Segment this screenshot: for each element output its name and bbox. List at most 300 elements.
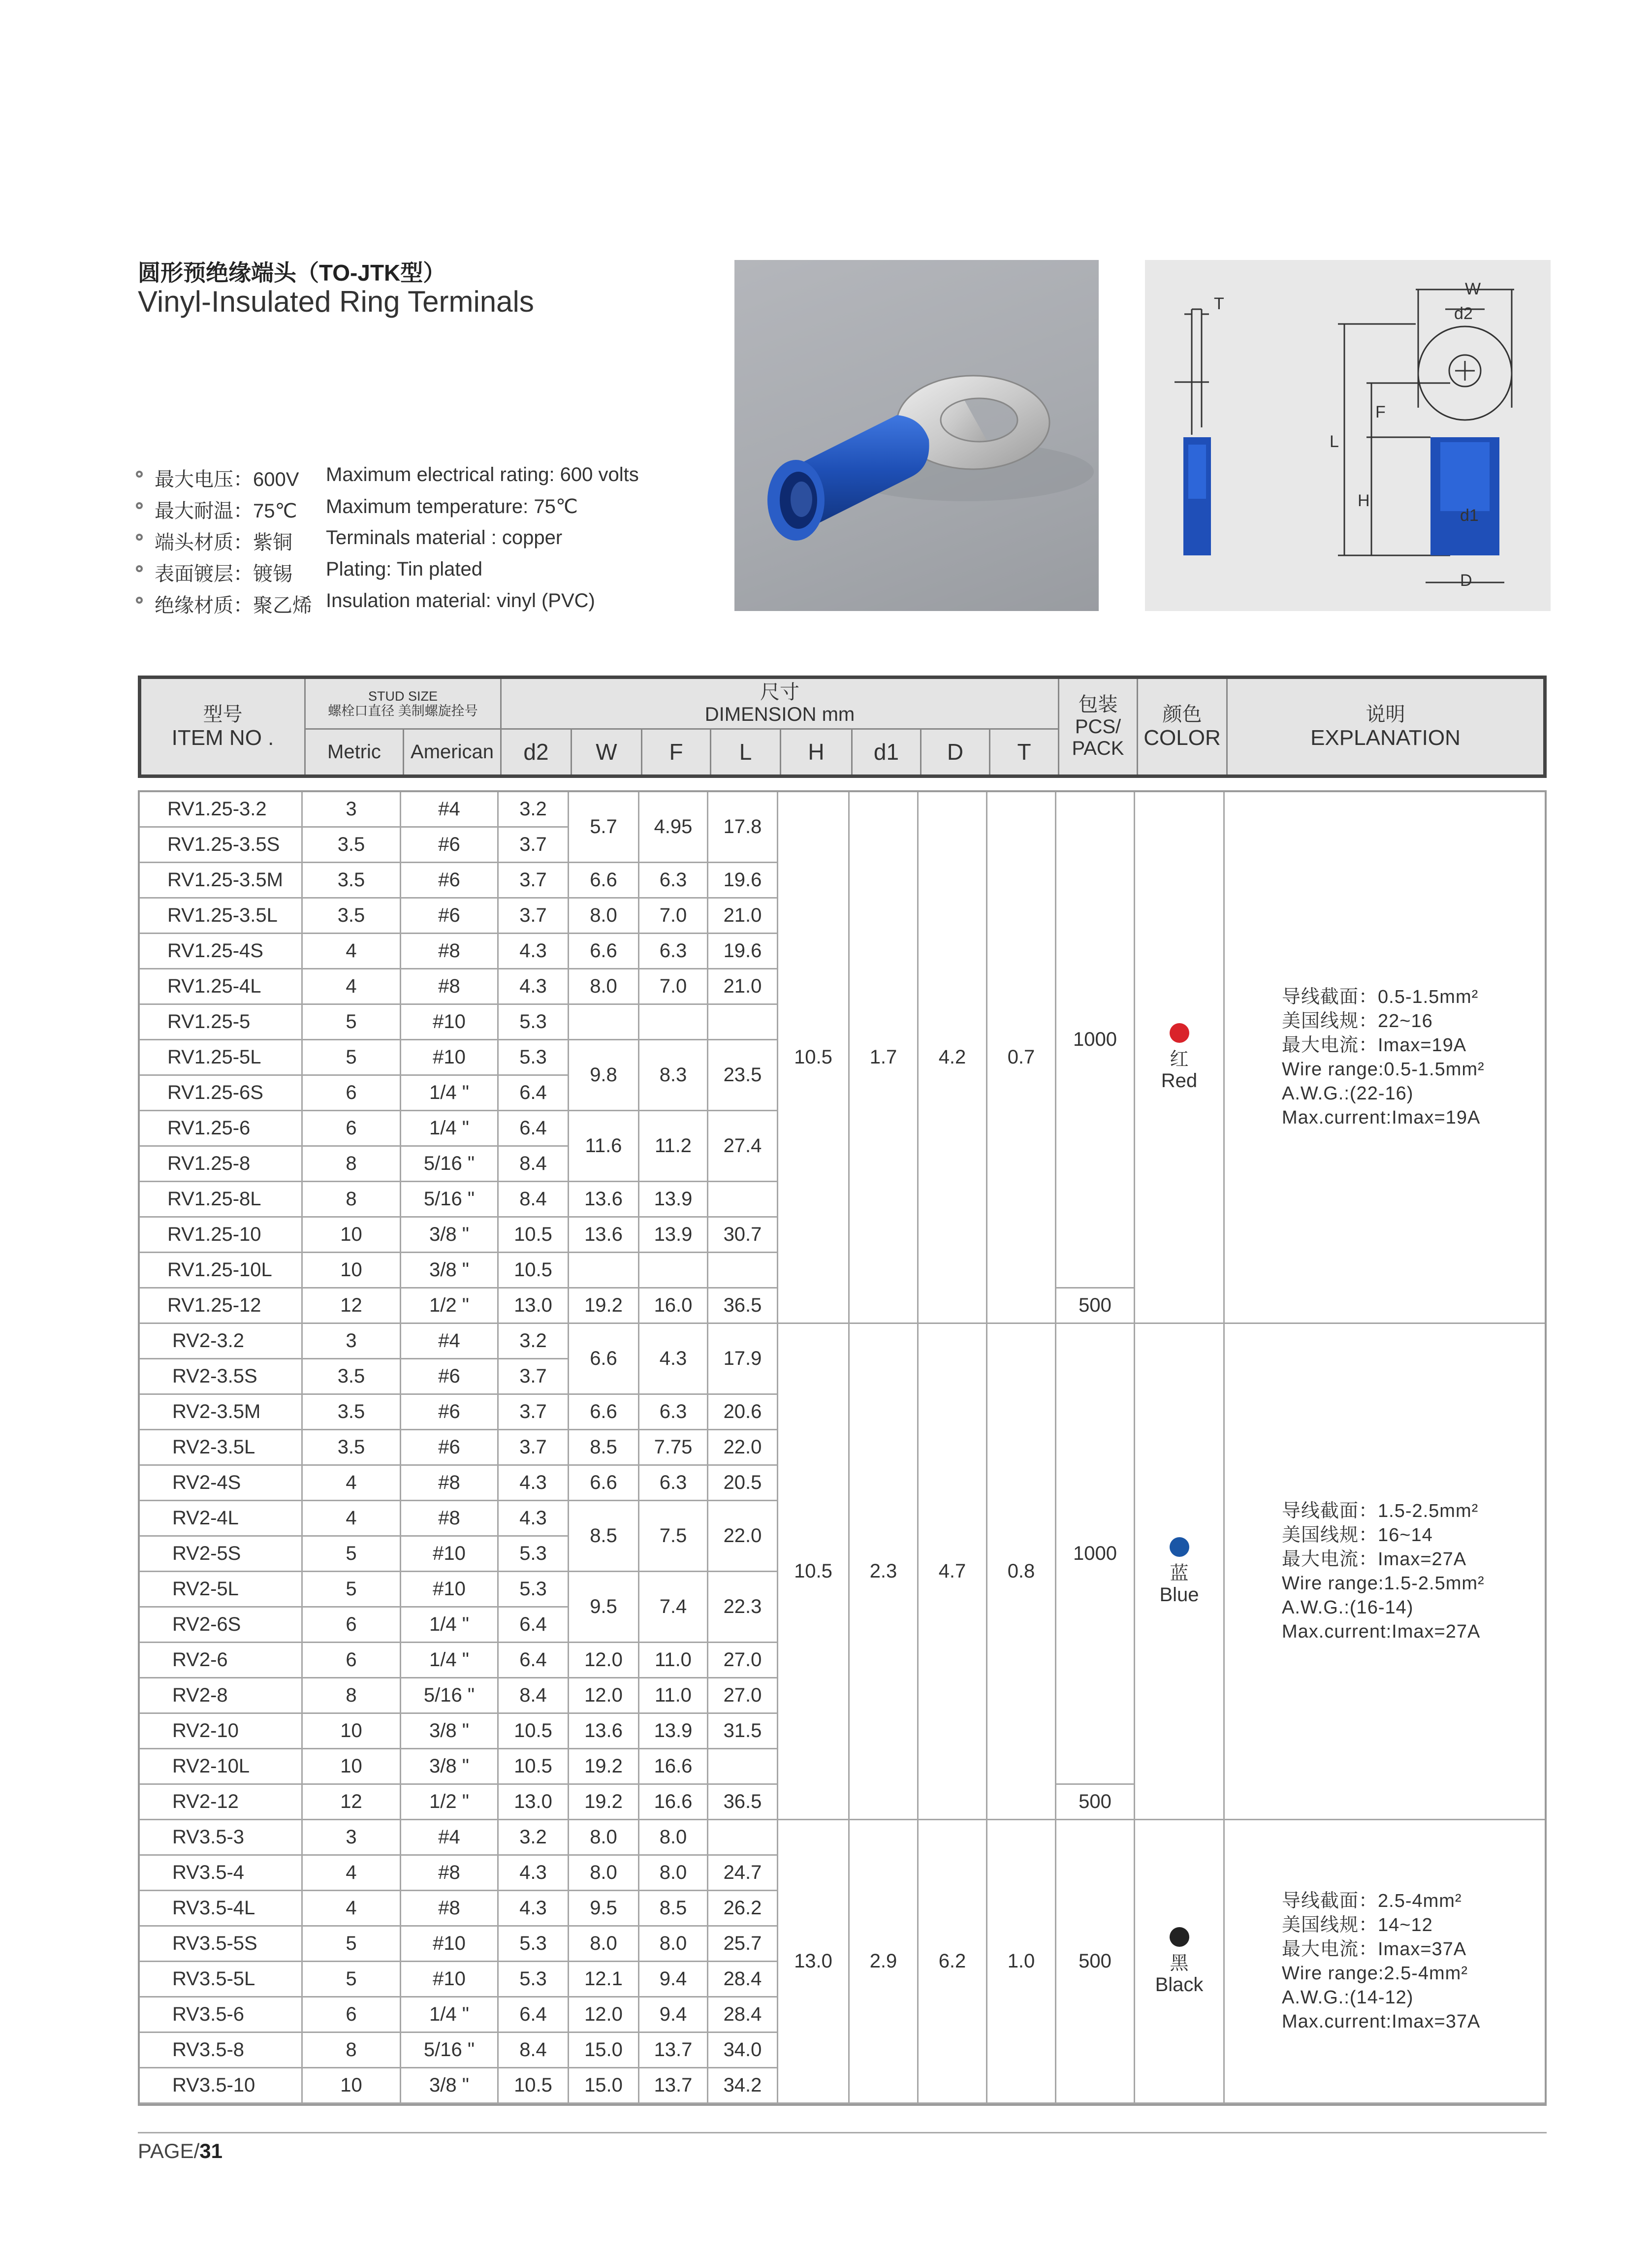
cell-american: #8 xyxy=(401,934,499,969)
cell-d2: 10.5 xyxy=(499,1714,569,1749)
dim-label-d1: d1 xyxy=(1460,506,1479,525)
cell-metric: 8 xyxy=(303,1678,401,1714)
cell-metric: 3.5 xyxy=(303,863,401,899)
cell-l: 36.5 xyxy=(708,1289,778,1324)
header-dim-cn: 尺寸 xyxy=(760,681,799,704)
cell-l: 20.5 xyxy=(708,1466,778,1501)
explanation-line: 导线截面：0.5-1.5mm² xyxy=(1282,986,1479,1007)
header-stud-size xyxy=(304,679,500,730)
cell-metric: 3.5 xyxy=(303,1359,401,1395)
cell-f xyxy=(639,1253,708,1289)
cell-f: 4.95 xyxy=(639,792,708,863)
cell-w: 6.6 xyxy=(569,1324,639,1395)
cell-d2: 10.5 xyxy=(499,1749,569,1785)
cell-w: 19.2 xyxy=(569,1749,639,1785)
cell-explanation xyxy=(1225,1324,1545,1820)
dim-label-T: T xyxy=(1214,294,1224,313)
explanation-line: A.W.G.:(22-16) xyxy=(1282,1083,1414,1104)
cell-f xyxy=(639,1005,708,1040)
header-d-label: D xyxy=(947,739,964,765)
cell-d2: 13.0 xyxy=(499,1289,569,1324)
explanation-line: 美国线规：16~14 xyxy=(1282,1524,1433,1546)
header-color-cn: 颜色 xyxy=(1162,703,1202,725)
spec-en: Insulation material: vinyl (PVC) xyxy=(326,590,595,612)
spec-cn: 最大电压：600V xyxy=(155,469,299,490)
header-pack-en1: PCS/ xyxy=(1075,715,1121,738)
cell-l: 27.0 xyxy=(708,1643,778,1678)
header-d2-label: d2 xyxy=(523,739,549,765)
cell-d1: 1.7 xyxy=(850,792,919,1324)
spec-en: Plating: Tin plated xyxy=(326,558,482,580)
title-chinese: 圆形预绝缘端头（TO-JTK型） xyxy=(138,260,446,286)
cell-l: 26.2 xyxy=(708,1891,778,1927)
cell-w: 13.6 xyxy=(569,1714,639,1749)
header-d xyxy=(920,730,989,774)
cell-metric: 4 xyxy=(303,969,401,1005)
cell-w: 15.0 xyxy=(569,2068,639,2104)
cell-d2: 3.7 xyxy=(499,899,569,934)
cell-t: 0.8 xyxy=(987,1324,1056,1820)
cell-d2: 3.2 xyxy=(499,792,569,828)
cell-metric: 5 xyxy=(303,1040,401,1076)
cell-d2: 6.4 xyxy=(499,1111,569,1147)
explanation-line: A.W.G.:(14-12) xyxy=(1282,1987,1414,2008)
cell-item-no: RV2-10 xyxy=(140,1714,303,1749)
bullet-icon xyxy=(136,597,143,604)
page-num: 31 xyxy=(199,2139,222,2162)
cell-d2: 3.2 xyxy=(499,1820,569,1856)
header-color-en: COLOR xyxy=(1144,725,1221,750)
cell-metric: 10 xyxy=(303,2068,401,2104)
cell-metric: 6 xyxy=(303,1076,401,1111)
cell-metric: 4 xyxy=(303,1856,401,1891)
cell-item-no: RV1.25-10L xyxy=(140,1253,303,1289)
header-t-label: T xyxy=(1017,739,1031,765)
bullet-icon xyxy=(136,565,143,572)
cell-w: 11.6 xyxy=(569,1111,639,1182)
cell-metric: 8 xyxy=(303,1147,401,1182)
explanation-line: 最大电流：Imax=37A xyxy=(1282,1938,1467,1960)
explanation-line: 最大电流：Imax=27A xyxy=(1282,1548,1467,1570)
cell-l xyxy=(708,1749,778,1785)
cell-item-no: RV2-4S xyxy=(140,1466,303,1501)
cell-american: 5/16 " xyxy=(401,1182,499,1218)
cell-f: 13.9 xyxy=(639,1714,708,1749)
cell-item-no: RV1.25-3.5S xyxy=(140,828,303,863)
cell-l: 23.5 xyxy=(708,1040,778,1111)
header-l xyxy=(710,730,780,774)
explanation-line: 导线截面：2.5-4mm² xyxy=(1282,1890,1462,1911)
cell-w: 12.0 xyxy=(569,1678,639,1714)
cell-explanation xyxy=(1225,1820,1545,2104)
header-f xyxy=(641,730,710,774)
cell-w: 6.6 xyxy=(569,1466,639,1501)
cell-metric: 3 xyxy=(303,1324,401,1359)
explanation-line: Max.current:Imax=19A xyxy=(1282,1107,1481,1128)
header-d1 xyxy=(851,730,920,774)
cell-d2: 4.3 xyxy=(499,934,569,969)
cell-metric: 5 xyxy=(303,1962,401,1998)
cell-f: 11.0 xyxy=(639,1643,708,1678)
cell-f: 6.3 xyxy=(639,1395,708,1430)
terminal-dimension-drawing xyxy=(1145,260,1551,611)
cell-w xyxy=(569,1253,639,1289)
cell-color xyxy=(1135,1820,1225,2104)
color-dot-icon xyxy=(1170,1927,1189,1947)
cell-american: #8 xyxy=(401,1466,499,1501)
cell-w: 19.2 xyxy=(569,1785,639,1820)
cell-f: 9.4 xyxy=(639,1998,708,2033)
cell-d2: 5.3 xyxy=(499,1572,569,1608)
title-english: Vinyl-Insulated Ring Terminals xyxy=(138,285,534,318)
cell-l: 34.2 xyxy=(708,2068,778,2104)
cell-american: 1/4 " xyxy=(401,1608,499,1643)
cell-d2: 4.3 xyxy=(499,1891,569,1927)
table-header xyxy=(138,676,1547,778)
cell-d1: 2.3 xyxy=(850,1324,919,1820)
cell-american: #10 xyxy=(401,1572,499,1608)
cell-f: 8.0 xyxy=(639,1856,708,1891)
cell-american: #6 xyxy=(401,828,499,863)
color-cn: 红 xyxy=(1170,1049,1189,1070)
cell-f: 16.6 xyxy=(639,1785,708,1820)
color-cn: 蓝 xyxy=(1170,1563,1189,1584)
cell-pack: 1000 xyxy=(1056,792,1135,1289)
header-pack-en2: PACK xyxy=(1072,738,1124,760)
cell-item-no: RV1.25-6S xyxy=(140,1076,303,1111)
cell-item-no: RV3.5-3 xyxy=(140,1820,303,1856)
cell-l xyxy=(708,1820,778,1856)
cell-d2: 6.4 xyxy=(499,1076,569,1111)
cell-metric: 5 xyxy=(303,1005,401,1040)
cell-d2: 13.0 xyxy=(499,1785,569,1820)
cell-t: 1.0 xyxy=(987,1820,1056,2104)
cell-american: 1/4 " xyxy=(401,1643,499,1678)
cell-f: 9.4 xyxy=(639,1962,708,1998)
cell-item-no: RV2-4L xyxy=(140,1501,303,1537)
cell-l: 22.3 xyxy=(708,1572,778,1643)
explanation-line: Wire range:2.5-4mm² xyxy=(1282,1963,1468,1984)
cell-metric: 5 xyxy=(303,1537,401,1572)
bullet-icon xyxy=(136,534,143,541)
cell-item-no: RV2-5S xyxy=(140,1537,303,1572)
cell-item-no: RV2-3.5L xyxy=(140,1430,303,1466)
cell-american: 5/16 " xyxy=(401,1678,499,1714)
cell-metric: 5 xyxy=(303,1927,401,1962)
cell-item-no: RV1.25-4L xyxy=(140,969,303,1005)
cell-american: 3/8 " xyxy=(401,1253,499,1289)
cell-f: 7.5 xyxy=(639,1501,708,1572)
cell-american: #8 xyxy=(401,1891,499,1927)
cell-metric: 6 xyxy=(303,1608,401,1643)
cell-w: 8.5 xyxy=(569,1430,639,1466)
cell-l: 31.5 xyxy=(708,1714,778,1749)
cell-l xyxy=(708,1182,778,1218)
cell-d2: 5.3 xyxy=(499,1040,569,1076)
header-d1-label: d1 xyxy=(873,739,899,765)
cell-metric: 3 xyxy=(303,792,401,828)
cell-metric: 4 xyxy=(303,1466,401,1501)
cell-american: 1/4 " xyxy=(401,1076,499,1111)
cell-metric: 10 xyxy=(303,1218,401,1253)
cell-item-no: RV2-10L xyxy=(140,1749,303,1785)
cell-f: 8.0 xyxy=(639,1820,708,1856)
cell-d2: 8.4 xyxy=(499,2033,569,2068)
cell-d2: 6.4 xyxy=(499,1608,569,1643)
header-pack-cn: 包装 xyxy=(1078,693,1118,715)
header-metric-label: Metric xyxy=(327,741,381,763)
header-expl-en: EXPLANATION xyxy=(1310,725,1461,750)
cell-l: 21.0 xyxy=(708,969,778,1005)
cell-d2: 10.5 xyxy=(499,1253,569,1289)
cell-w: 6.6 xyxy=(569,1395,639,1430)
cell-metric: 6 xyxy=(303,1643,401,1678)
header-h xyxy=(780,730,851,774)
cell-item-no: RV3.5-10 xyxy=(140,2068,303,2104)
cell-item-no: RV2-6S xyxy=(140,1608,303,1643)
cell-d2: 4.3 xyxy=(499,1466,569,1501)
cell-item-no: RV2-6 xyxy=(140,1643,303,1678)
cell-h: 13.0 xyxy=(778,1820,850,2104)
cell-item-no: RV1.25-12 xyxy=(140,1289,303,1324)
spec-cn: 最大耐温：75℃ xyxy=(155,500,297,522)
cell-d2: 3.7 xyxy=(499,828,569,863)
cell-d2: 6.4 xyxy=(499,1643,569,1678)
cell-american: 1/4 " xyxy=(401,1111,499,1147)
terminal-spec-table xyxy=(138,790,1547,2106)
cell-item-no: RV2-8 xyxy=(140,1678,303,1714)
cell-metric: 5 xyxy=(303,1572,401,1608)
cell-l xyxy=(708,1253,778,1289)
cell-item-no: RV2-12 xyxy=(140,1785,303,1820)
cell-item-no: RV2-3.5M xyxy=(140,1395,303,1430)
dim-label-D: D xyxy=(1460,571,1472,590)
cell-l: 22.0 xyxy=(708,1430,778,1466)
dim-label-H: H xyxy=(1358,491,1370,510)
cell-d2: 8.4 xyxy=(499,1147,569,1182)
color-en: Red xyxy=(1161,1070,1198,1092)
cell-item-no: RV2-3.2 xyxy=(140,1324,303,1359)
cell-f: 6.3 xyxy=(639,1466,708,1501)
color-dot-icon xyxy=(1170,1537,1189,1557)
cell-d2: 3.7 xyxy=(499,1430,569,1466)
header-pack xyxy=(1058,679,1137,774)
explanation-line: 最大电流：Imax=19A xyxy=(1282,1034,1467,1056)
cell-american: 3/8 " xyxy=(401,1714,499,1749)
color-en: Blue xyxy=(1159,1584,1199,1606)
cell-d2: 6.4 xyxy=(499,1998,569,2033)
header-w xyxy=(571,730,641,774)
cell-american: 1/4 " xyxy=(401,1998,499,2033)
cell-w: 6.6 xyxy=(569,863,639,899)
cell-l: 22.0 xyxy=(708,1501,778,1572)
cell-american: #10 xyxy=(401,1040,499,1076)
cell-w: 8.0 xyxy=(569,899,639,934)
cell-d2: 5.3 xyxy=(499,1005,569,1040)
cell-pack: 500 xyxy=(1056,1289,1135,1324)
cell-american: #10 xyxy=(401,1537,499,1572)
cell-item-no: RV1.25-3.5L xyxy=(140,899,303,934)
cell-american: #6 xyxy=(401,1430,499,1466)
bullet-icon xyxy=(136,502,143,509)
cell-d2: 5.3 xyxy=(499,1962,569,1998)
cell-l: 27.4 xyxy=(708,1111,778,1182)
header-stud-en: STUD SIZE xyxy=(368,688,438,704)
cell-american: #6 xyxy=(401,863,499,899)
cell-f: 13.9 xyxy=(639,1218,708,1253)
cell-metric: 6 xyxy=(303,1111,401,1147)
cell-item-no: RV1.25-4S xyxy=(140,934,303,969)
cell-item-no: RV3.5-4 xyxy=(140,1856,303,1891)
cell-w: 13.6 xyxy=(569,1218,639,1253)
cell-l: 19.6 xyxy=(708,863,778,899)
header-metric xyxy=(304,730,403,774)
cell-pack: 500 xyxy=(1056,1785,1135,1820)
cell-l: 34.0 xyxy=(708,2033,778,2068)
cell-l: 20.6 xyxy=(708,1395,778,1430)
cell-item-no: RV1.25-8 xyxy=(140,1147,303,1182)
cell-l: 28.4 xyxy=(708,1962,778,1998)
cell-w: 8.0 xyxy=(569,969,639,1005)
cell-l: 30.7 xyxy=(708,1218,778,1253)
cell-d2: 5.3 xyxy=(499,1537,569,1572)
cell-w: 8.5 xyxy=(569,1501,639,1572)
cell-american: #4 xyxy=(401,1324,499,1359)
header-dim-en: DIMENSION mm xyxy=(704,704,855,725)
cell-f: 13.9 xyxy=(639,1182,708,1218)
page-number xyxy=(138,2139,222,2163)
cell-t: 0.7 xyxy=(987,792,1056,1324)
color-cn: 黑 xyxy=(1170,1953,1189,1974)
cell-l: 17.8 xyxy=(708,792,778,863)
cell-american: #10 xyxy=(401,1005,499,1040)
cell-f: 16.6 xyxy=(639,1749,708,1785)
cell-l xyxy=(708,1005,778,1040)
cell-f: 13.7 xyxy=(639,2068,708,2104)
color-dot-icon xyxy=(1170,1023,1189,1043)
cell-american: #8 xyxy=(401,969,499,1005)
spec-en: Terminals material : copper xyxy=(326,527,563,548)
cell-d2: 10.5 xyxy=(499,1218,569,1253)
cell-w: 12.1 xyxy=(569,1962,639,1998)
cell-d2: 3.7 xyxy=(499,863,569,899)
cell-american: 1/2 " xyxy=(401,1785,499,1820)
product-photo xyxy=(734,260,1099,611)
header-f-label: F xyxy=(669,739,683,765)
cell-f: 11.2 xyxy=(639,1111,708,1182)
cell-w: 19.2 xyxy=(569,1289,639,1324)
cell-w: 12.0 xyxy=(569,1643,639,1678)
cell-w: 8.0 xyxy=(569,1927,639,1962)
cell-metric: 4 xyxy=(303,1501,401,1537)
cell-metric: 12 xyxy=(303,1289,401,1324)
cell-metric: 8 xyxy=(303,2033,401,2068)
cell-metric: 10 xyxy=(303,1253,401,1289)
cell-f: 4.3 xyxy=(639,1324,708,1395)
cell-metric: 10 xyxy=(303,1749,401,1785)
cell-f: 16.0 xyxy=(639,1289,708,1324)
cell-l: 36.5 xyxy=(708,1785,778,1820)
cell-w: 13.6 xyxy=(569,1182,639,1218)
cell-american: #8 xyxy=(401,1856,499,1891)
header-explanation xyxy=(1226,679,1543,774)
cell-l: 19.6 xyxy=(708,934,778,969)
cell-metric: 3.5 xyxy=(303,1395,401,1430)
explanation-line: A.W.G.:(16-14) xyxy=(1282,1597,1414,1618)
cell-d2: 3.7 xyxy=(499,1359,569,1395)
cell-american: 1/2 " xyxy=(401,1289,499,1324)
header-w-label: W xyxy=(596,739,617,765)
cell-pack: 500 xyxy=(1056,1820,1135,2104)
cell-american: 3/8 " xyxy=(401,1218,499,1253)
dim-label-W: W xyxy=(1465,280,1481,298)
cell-d2: 4.3 xyxy=(499,1856,569,1891)
header-american-label: American xyxy=(411,741,494,763)
cell-d2: 8.4 xyxy=(499,1678,569,1714)
cell-item-no: RV3.5-4L xyxy=(140,1891,303,1927)
cell-metric: 12 xyxy=(303,1785,401,1820)
cell-metric: 10 xyxy=(303,1714,401,1749)
cell-w: 8.0 xyxy=(569,1856,639,1891)
cell-l: 17.9 xyxy=(708,1324,778,1395)
cell-american: 5/16 " xyxy=(401,2033,499,2068)
header-h-label: H xyxy=(808,739,825,765)
cell-item-no: RV3.5-8 xyxy=(140,2033,303,2068)
cell-item-no: RV1.25-6 xyxy=(140,1111,303,1147)
header-item-en: ITEM NO . xyxy=(171,725,274,750)
cell-d2: 4.3 xyxy=(499,1501,569,1537)
dimension-diagram xyxy=(1145,260,1551,611)
cell-f: 11.0 xyxy=(639,1678,708,1714)
cell-item-no: RV1.25-3.2 xyxy=(140,792,303,828)
cell-item-no: RV2-5L xyxy=(140,1572,303,1608)
header-item-cn: 型号 xyxy=(203,703,243,725)
cell-american: #10 xyxy=(401,1927,499,1962)
header-l-label: L xyxy=(739,739,752,765)
page-prefix: PAGE/ xyxy=(138,2139,200,2162)
cell-d2: 10.5 xyxy=(499,2068,569,2104)
cell-d: 6.2 xyxy=(919,1820,987,2104)
spec-en: Maximum temperature: 75℃ xyxy=(326,496,578,517)
cell-metric: 3.5 xyxy=(303,899,401,934)
cell-item-no: RV3.5-5L xyxy=(140,1962,303,1998)
explanation-line: 导线截面：1.5-2.5mm² xyxy=(1282,1500,1479,1521)
cell-d2: 4.3 xyxy=(499,969,569,1005)
header-item-no xyxy=(141,679,304,774)
explanation-line: Wire range:0.5-1.5mm² xyxy=(1282,1059,1485,1080)
cell-explanation xyxy=(1225,792,1545,1324)
cell-w: 8.0 xyxy=(569,1820,639,1856)
cell-w xyxy=(569,1005,639,1040)
cell-d2: 3.2 xyxy=(499,1324,569,1359)
cell-w: 9.5 xyxy=(569,1572,639,1643)
cell-d1: 2.9 xyxy=(850,1820,919,2104)
cell-l: 28.4 xyxy=(708,1998,778,2033)
footer-divider xyxy=(138,2132,1547,2133)
cell-f: 7.4 xyxy=(639,1572,708,1643)
cell-metric: 4 xyxy=(303,934,401,969)
cell-item-no: RV3.5-6 xyxy=(140,1998,303,2033)
cell-metric: 6 xyxy=(303,1998,401,2033)
spec-cn: 绝缘材质：聚乙烯 xyxy=(155,595,312,616)
header-stud-cn: 螺栓口直径 美制螺旋拴号 xyxy=(328,704,478,718)
cell-l: 25.7 xyxy=(708,1927,778,1962)
cell-w: 9.8 xyxy=(569,1040,639,1111)
dim-label-F: F xyxy=(1375,403,1386,421)
cell-metric: 3.5 xyxy=(303,828,401,863)
cell-pack: 1000 xyxy=(1056,1324,1135,1785)
cell-american: 3/8 " xyxy=(401,2068,499,2104)
